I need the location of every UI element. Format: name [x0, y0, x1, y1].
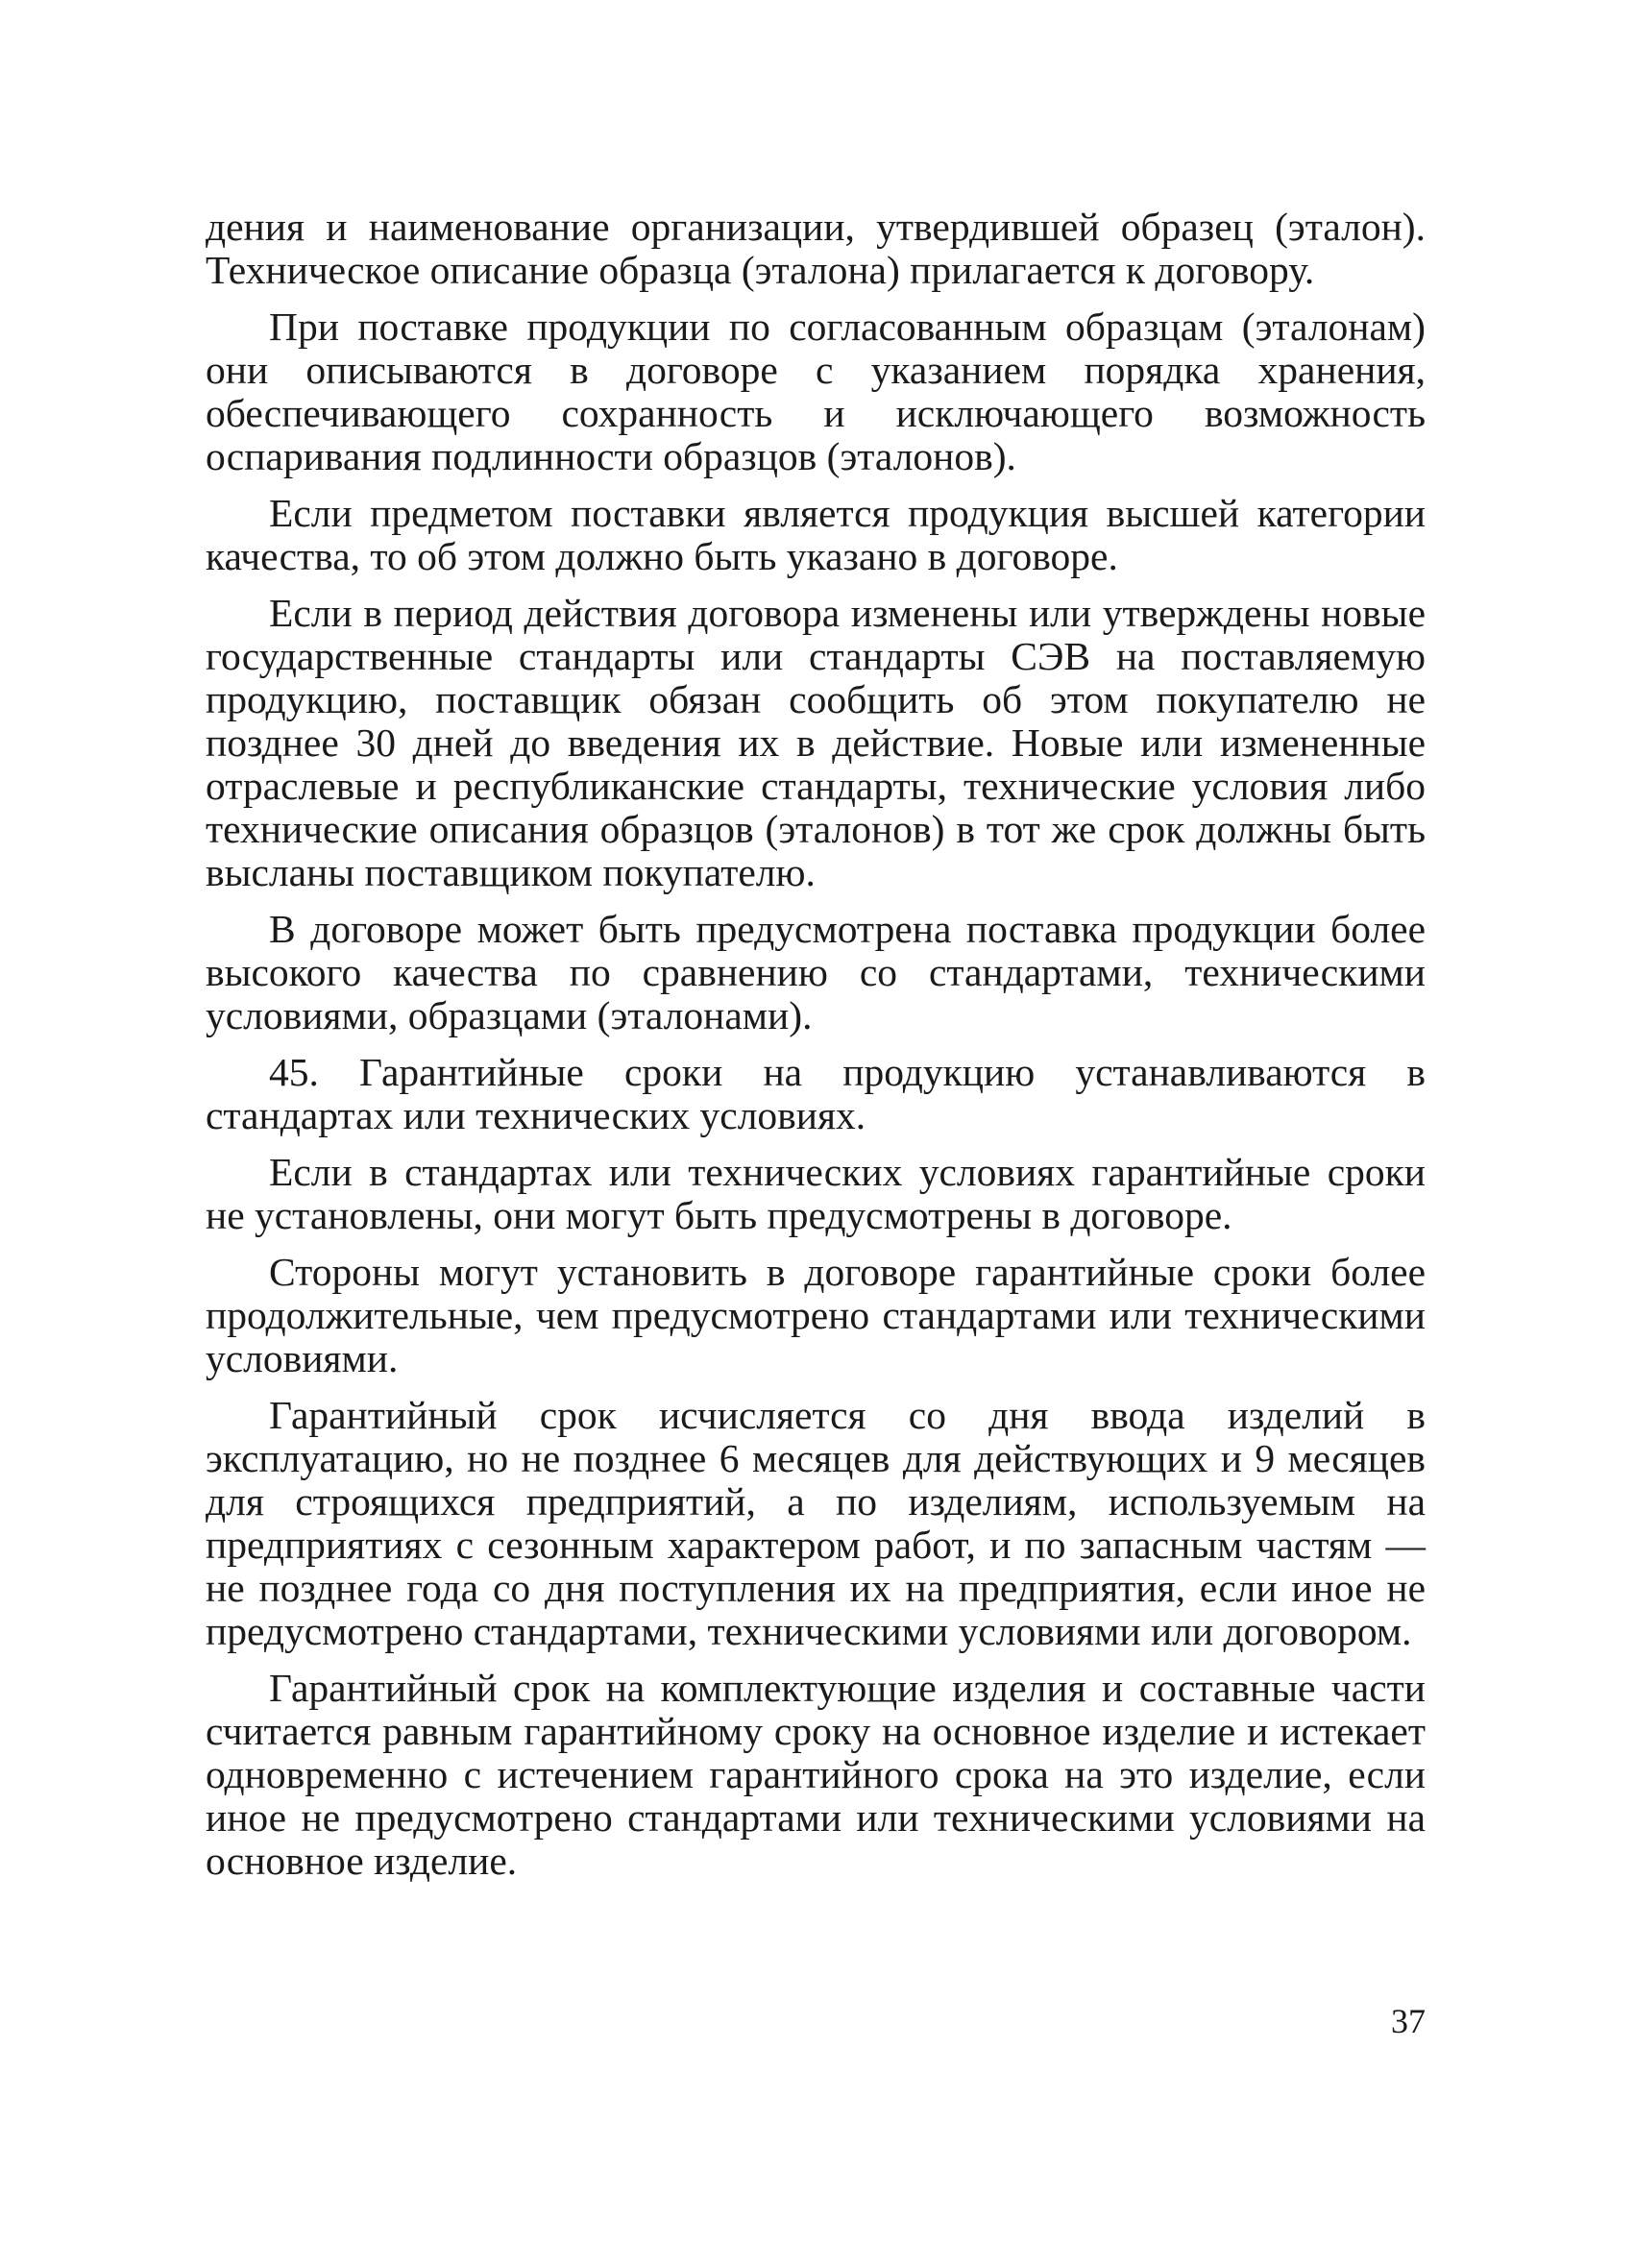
page-number: 37	[1391, 2002, 1426, 2040]
paragraph-samples-storage: При поставке продукции по согласованным образцам (эталонам) они описываются в договоре с указанием порядка хранения, обеспечивающего сохранность и исключающего возможность оспаривания подлинности образцов (эталонов).	[206, 305, 1426, 478]
paragraph-warranty-in-contract: Если в стандартах или технических условиях гарантийные сроки не установлены, они могут быть предусмотрены в договоре.	[206, 1150, 1426, 1237]
paragraph-higher-quality-delivery: В договоре может быть предусмотрена поставка продукции более высокого качества по сравнению со стандартами, техническими условиями, образцами (эталонами).	[206, 907, 1426, 1037]
paragraph-highest-quality-category: Если предметом поставки является продукция высшей категории качества, то об этом должно быть указано в договоре.	[206, 491, 1426, 578]
paragraph-continued-from-previous-page: дения и наименование организации, утвердившей образец (эталон). Техническое описание образца (эталона) прилагается к договору.	[206, 205, 1426, 292]
paragraph-component-warranty: Гарантийный срок на комплектующие изделия и составные части считается равным гарантийному сроку на основное изделие и истекает одновременно с истечением гарантийного срока на это изделие, если иное не предусмотрено стандартами или техническими условиями на основное изделие.	[206, 1666, 1426, 1883]
paragraph-45-warranty-periods: 45. Гарантийные сроки на продукцию устанавливаются в стандартах или технических условиях.	[206, 1050, 1426, 1137]
page-body-text	[206, 206, 1426, 1896]
paragraph-warranty-calculation: Гарантийный срок исчисляется со дня ввода изделий в эксплуатацию, но не позднее 6 месяцев для действующих и 9 месяцев для строящихся предприятий, а по изделиям, используемым на предприятиях с сезонным характером работ, и по запасным частям — не позднее года со дня поступления их на предприятия, если иное не предусмотрено стандартами, техническими условиями или договором.	[206, 1393, 1426, 1653]
paragraph-standards-changes: Если в период действия договора изменены или утверждены новые государственные стандарты или стандарты СЭВ на поставляемую продукцию, поставщик обязан сообщить об этом покупателю не позднее 30 дней до введения их в действие. Новые или измененные отраслевые и республиканские стандарты, технические условия либо технические описания образцов (эталонов) в тот же срок должны быть высланы поставщиком покупателю.	[206, 591, 1426, 894]
paragraph-longer-warranty: Стороны могут установить в договоре гарантийные сроки более продолжительные, чем предусмотрено стандартами или техническими условиями.	[206, 1250, 1426, 1380]
